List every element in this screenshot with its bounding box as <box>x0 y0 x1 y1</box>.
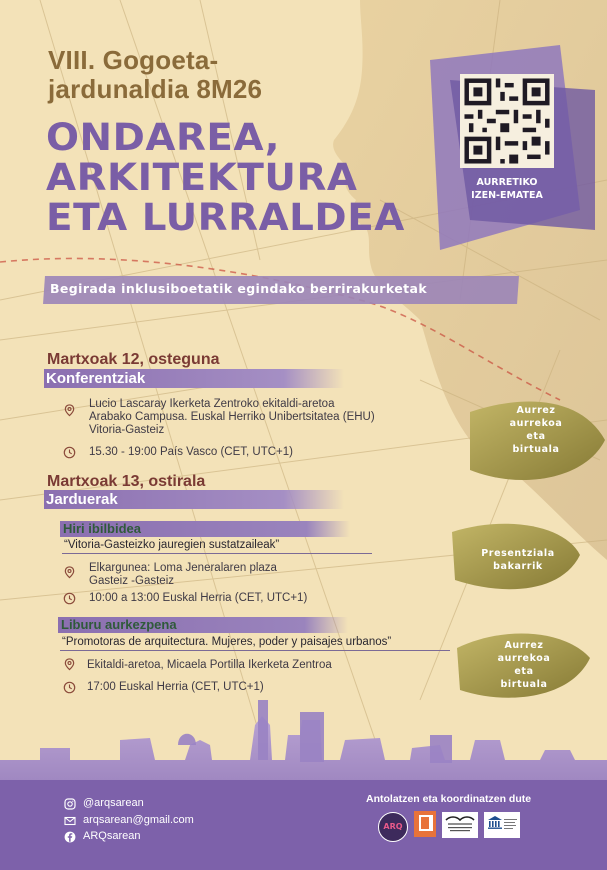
partner-logo-mark <box>419 815 433 831</box>
unesco-logo-mark <box>484 812 520 838</box>
badge-line: eta <box>526 431 546 442</box>
activity2-subtitle: “Promotoras de arquitectura. Mujeres, poder y paisajes urbanos” <box>62 636 392 648</box>
activity1-time: 10:00 a 13:00 Euskal Herria (CET, UTC+1) <box>89 592 308 604</box>
day1-time: 15.30 - 19:00 País Vasco (CET, UTC+1) <box>89 446 294 458</box>
badge-line: bakarrik <box>493 561 543 572</box>
arq-logo-text: ARQ <box>383 822 403 831</box>
badge-line: birtuala <box>512 444 560 455</box>
badge-line: eta <box>514 666 534 677</box>
badge-line: Aurrez <box>516 405 556 416</box>
activity1-underline <box>62 553 372 554</box>
main-title <box>46 118 424 238</box>
activity2-time: 17:00 Euskal Herria (CET, UTC+1) <box>87 681 264 693</box>
email-icon <box>64 815 76 827</box>
activity2-underline <box>60 650 450 651</box>
day1-location-line-3: Vitoria-Gasteiz <box>89 424 165 436</box>
organizers-label: Antolatzen eta koordinatzen dute <box>366 793 532 805</box>
activity1-mode-badge <box>462 547 574 573</box>
badge-line: aurrekoa <box>497 653 551 664</box>
partner-logo-orange <box>414 811 436 837</box>
day2-type-band <box>44 490 344 509</box>
day1-location <box>89 398 449 437</box>
registration-label-line-1: AURRETIKO <box>476 177 538 188</box>
day1-type-band <box>44 369 344 388</box>
day1-location-line-2: Arabako Campusa. Euskal Herriko Unibertsitatea (EHU) <box>89 411 375 423</box>
qr-code-icon <box>460 74 554 168</box>
day2-date: Martxoak 13, ostirala <box>47 473 206 490</box>
badge-line: birtuala <box>500 679 548 690</box>
activity1-subtitle: “Vitoria-Gasteizko jauregien sustatzaileak” <box>64 539 280 551</box>
activity2-heading: Liburu aurkezpena <box>61 617 177 632</box>
day2-type: Jarduerak <box>46 491 118 508</box>
badge-line: Presentziala <box>481 548 555 559</box>
clock-icon <box>63 446 76 459</box>
facebook-icon <box>64 831 76 843</box>
day1-mode-badge <box>480 404 592 456</box>
instagram-handle[interactable]: @arqsarean <box>83 797 144 809</box>
event-kicker: VIII. Gogoeta-jardunaldia 8M26 <box>48 45 263 104</box>
email-address[interactable]: arqsarean@gmail.com <box>83 814 194 826</box>
activity1-heading: Hiri ibilbidea <box>63 521 142 536</box>
badge-line: aurrekoa <box>509 418 563 429</box>
activity1-location-line-1: Elkargunea: Loma Jeneralaren plaza <box>89 562 277 574</box>
location-pin-icon <box>63 404 76 417</box>
day1-location-line-1: Lucio Lascaray Ikerketa Zentroko ekitaldi-aretoa <box>89 398 335 410</box>
day1-type: Konferentziak <box>46 370 146 387</box>
activity1-location-line-2: Gasteiz -Gasteiz <box>89 575 174 587</box>
activity2-heading-band <box>58 617 348 633</box>
title-line-3: ETA LURRALDEA <box>46 196 405 239</box>
title-line-1: ONDAREA, <box>46 116 281 159</box>
activity1-heading-band <box>60 521 350 537</box>
activity1-location <box>89 562 429 588</box>
subtitle: Begirada inklusiboetatik egindako berrirakurketak <box>50 281 428 296</box>
facebook-page[interactable]: ARQsarean <box>83 830 141 842</box>
instagram-icon <box>64 798 76 810</box>
badge-line: Aurrez <box>504 640 544 651</box>
location-pin-icon <box>63 566 76 579</box>
activity2-mode-badge <box>468 639 580 691</box>
unesco-logo <box>484 812 520 838</box>
registration-label <box>445 176 569 202</box>
day1-date: Martxoak 12, osteguna <box>47 351 220 368</box>
ehu-logo-mark <box>442 812 478 838</box>
ehu-logo <box>442 812 478 838</box>
activity2-location: Ekitaldi-aretoa, Micaela Portilla Ikerketa Zentroa <box>87 659 332 671</box>
arq-logo <box>378 812 408 842</box>
location-pin-icon <box>63 658 76 671</box>
registration-qr-code[interactable] <box>460 74 554 168</box>
clock-icon <box>63 681 76 694</box>
clock-icon <box>63 592 76 605</box>
registration-label-line-2: IZEN-EMATEA <box>471 190 543 201</box>
title-line-2: ARKITEKTURA <box>46 156 358 199</box>
